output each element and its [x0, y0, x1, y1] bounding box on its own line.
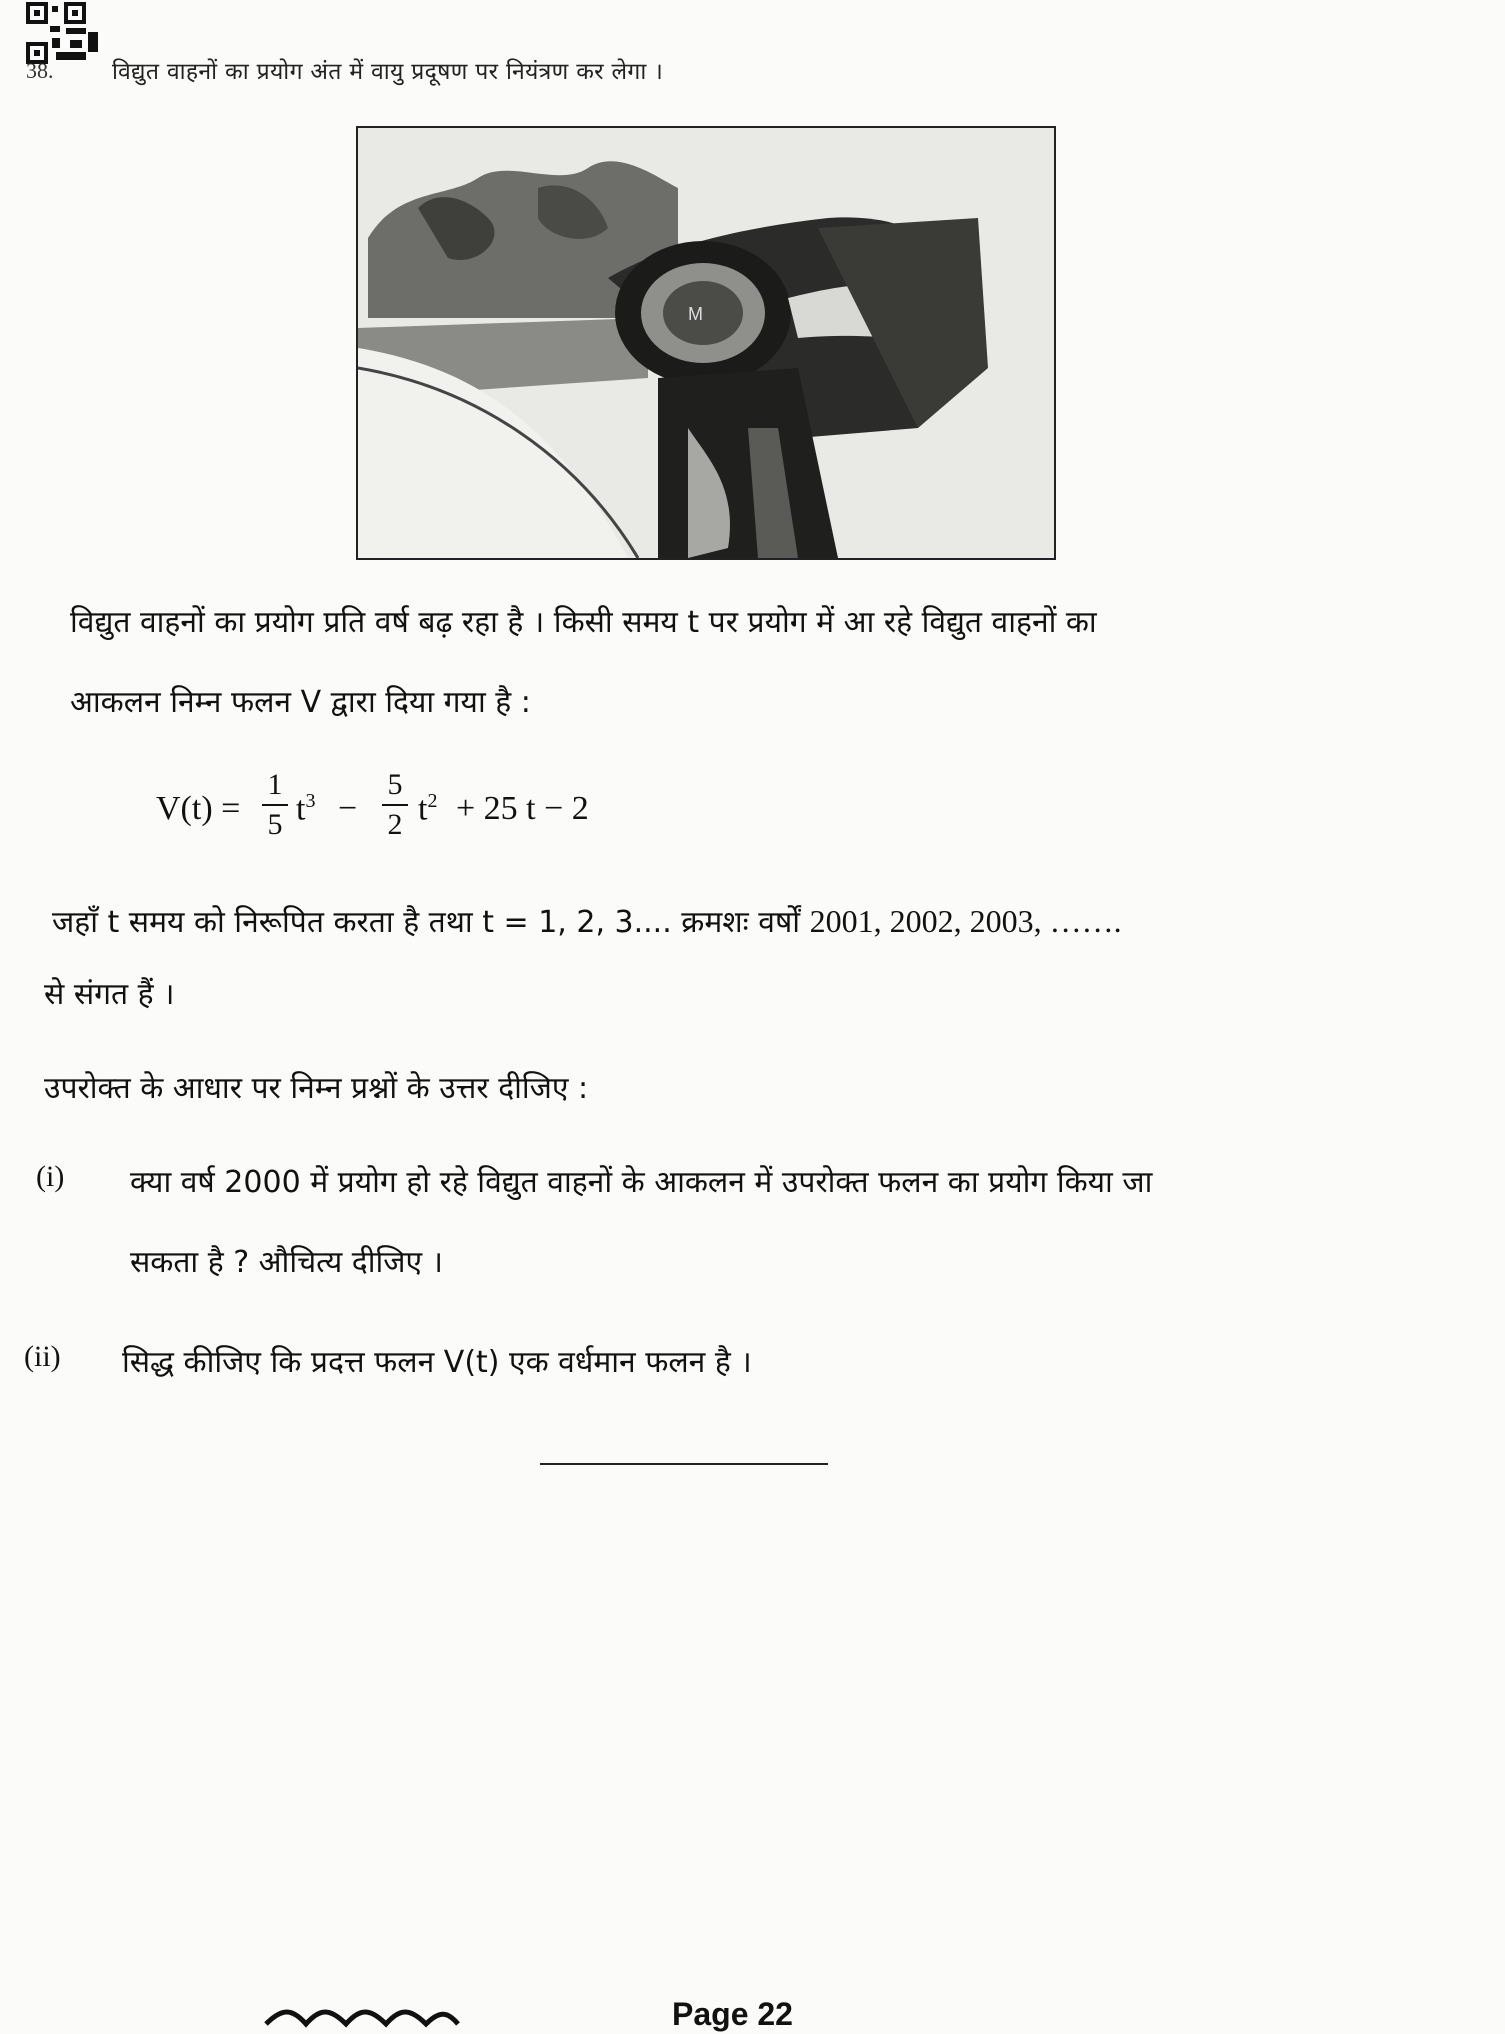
- minus-sign: −: [338, 790, 358, 827]
- fraction-denominator: 5: [267, 808, 283, 841]
- term-exponent: 2: [427, 790, 438, 812]
- fraction-1-5: [262, 768, 288, 842]
- year-list: 2001, 2002, 2003, …….: [809, 903, 1122, 939]
- formula-lhs: V(t) =: [156, 790, 241, 827]
- intro-line-2: आकलन निम्न फलन V द्वारा दिया गया है :: [70, 685, 531, 720]
- intro-line-1: विद्युत वाहनों का प्रयोग प्रति वर्ष बढ़ रहा है । किसी समय t पर प्रयोग में आ रहे विद्युत वाहनों का: [70, 605, 1097, 640]
- question-ii-text: सिद्ध कीजिए कि प्रदत्त फलन V(t) एक वर्धमान फलन है ।: [122, 1345, 752, 1380]
- term-t-cubed: [296, 790, 315, 828]
- assertion-text: विद्युत वाहनों का प्रयोग अंत में वायु प्रदूषण पर नियंत्रण कर लेगा ।: [112, 59, 664, 85]
- question-ii-label: (ii): [24, 1340, 61, 1373]
- term-exponent: 3: [305, 790, 316, 812]
- wave-ornament-icon: [262, 2002, 462, 2032]
- question-i-line-1: क्या वर्ष 2000 में प्रयोग हो रहे विद्युत वाहनों के आकलन में उपरोक्त फलन का प्रयोग किया जा: [130, 1165, 1153, 1200]
- term-t-squared: [418, 790, 437, 828]
- instruction-text: उपरोक्त के आधार पर निम्न प्रश्नों के उत्तर दीजिए :: [44, 1071, 589, 1106]
- question-number: 38.: [26, 58, 54, 83]
- question-i-label: (i): [36, 1160, 65, 1193]
- page-number: Page 22: [672, 1996, 793, 2032]
- question-i-line-2: सकता है ? औचित्य दीजिए ।: [130, 1245, 444, 1280]
- domain-line-2: से संगत हैं ।: [44, 977, 175, 1012]
- fraction-5-2: [382, 768, 408, 842]
- domain-text: जहाँ t समय को निरूपित करता है तथा t = 1, 2, 3.... क्रमशः वर्षों: [52, 905, 801, 940]
- domain-line-1: [52, 900, 1122, 941]
- formula-rest: + 25 t − 2: [456, 790, 589, 827]
- svg-text:M: M: [688, 304, 703, 324]
- term-variable: t: [418, 790, 428, 828]
- fraction-numerator: 1: [267, 768, 283, 801]
- term-variable: t: [296, 790, 306, 828]
- fraction-denominator: 2: [387, 808, 403, 841]
- section-divider: [540, 1463, 828, 1465]
- fraction-numerator: 5: [387, 768, 403, 801]
- electric-scooter-photo: [356, 126, 1056, 560]
- qr-code-icon: [26, 2, 110, 66]
